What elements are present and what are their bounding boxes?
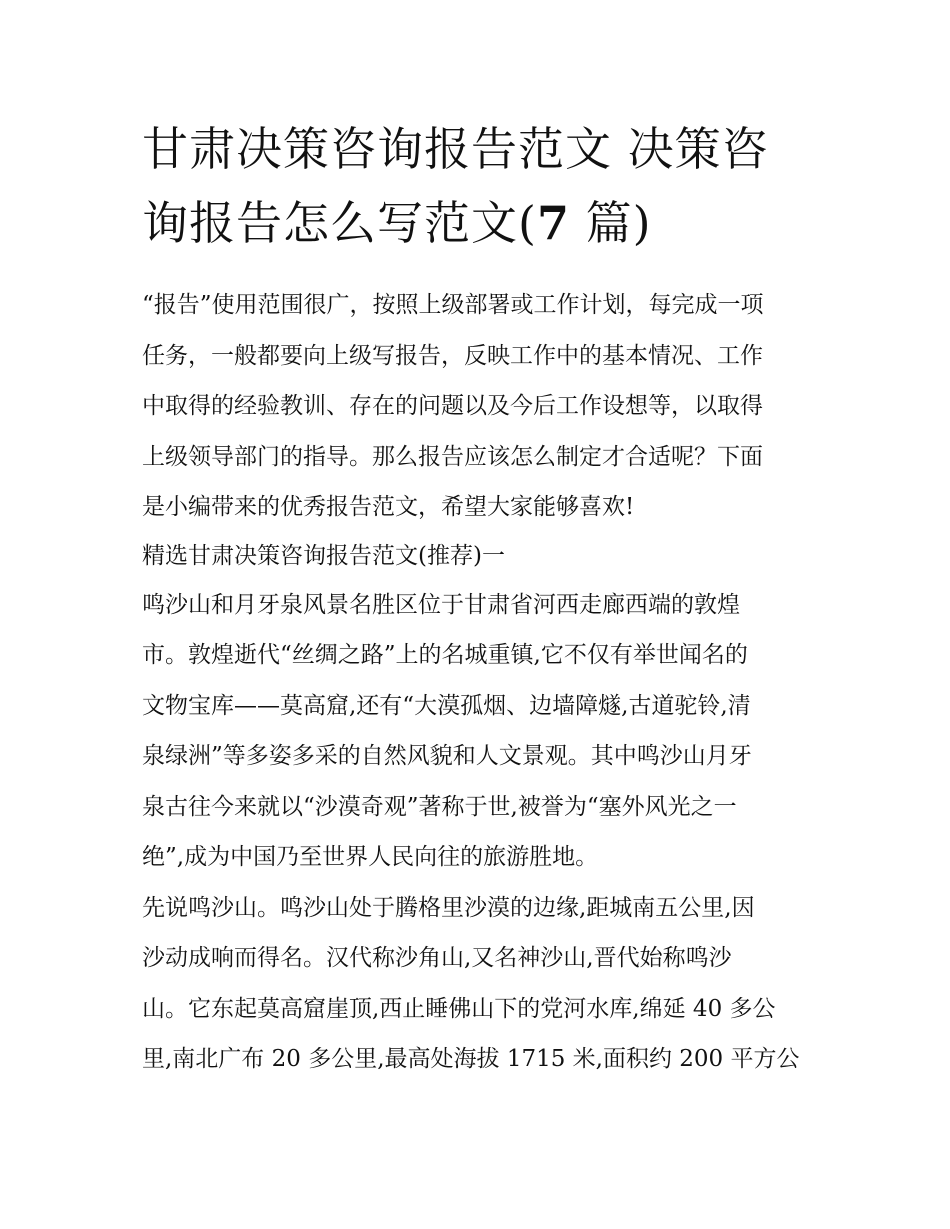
- paragraph-line: 沙动成响而得名。汉代称沙角山,又名神沙山,晋代始称鸣沙: [142, 945, 732, 971]
- intro-line: 任务，一般都要向上级写报告，反映工作中的基本情况、工作: [142, 342, 763, 369]
- paragraph-line: 山。它东起莫高窟崖顶,西止睡佛山下的党河水库,绵延 40 多公: [142, 995, 776, 1022]
- title-line-2-text: 询报告怎么写范文(: [142, 196, 537, 250]
- title-line-2-suffix: 篇): [569, 196, 652, 250]
- intro-paragraph: [142, 280, 832, 533]
- title-article-count: 7: [536, 196, 570, 250]
- paragraph-line: 市。敦煌逝代“丝绸之路”上的名城重镇,它不仅有举世闻名的: [142, 642, 748, 668]
- paragraph-line: 泉绿洲”等多姿多采的自然风貌和人文景观。其中鸣沙山月牙: [142, 743, 752, 769]
- title-line-1: 甘肃决策咨询报告范文 决策咨: [142, 122, 769, 176]
- intro-line: “报告”使用范围很广，按照上级部署或工作计划，每完成一项: [142, 292, 764, 318]
- paragraph-mingsha-yueya: [142, 580, 832, 883]
- paragraph-line: 鸣沙山和月牙泉风景名胜区位于甘肃省河西走廊西端的敦煌: [142, 591, 740, 618]
- paragraph-line: 先说鸣沙山。鸣沙山处于腾格里沙漠的边缘,距城南五公里,因: [142, 894, 755, 921]
- document-title: [142, 112, 832, 260]
- paragraph-line: 绝”,成为中国乃至世界人民向往的旅游胜地。: [142, 844, 599, 870]
- intro-line: 是小编带来的优秀报告范文，希望大家能够喜欢!: [142, 494, 635, 520]
- paragraph-line: 泉古往今来就以“沙漠奇观”著称于世,被誉为“塞外风光之一: [142, 793, 737, 820]
- document-body: [142, 280, 832, 1085]
- intro-line: 上级领导部门的指导。那么报告应该怎么制定才合适呢？下面: [142, 443, 763, 470]
- paragraph-line: 文物宝库——莫高窟,还有“大漠孤烟、边墙障燧,古道驼铃,清: [142, 692, 751, 719]
- paragraph-mingsha-mountain: [142, 883, 832, 1085]
- title-line-2: [142, 186, 832, 260]
- intro-line: 中取得的经验教训、存在的问题以及今后工作设想等，以取得: [142, 393, 763, 419]
- paragraph-line: 里,南北广布 20 多公里,最高处海拔 1715 米,面积约 200 平方公: [142, 1046, 800, 1072]
- section-heading: 精选甘肃决策咨询报告范文(推荐)一: [142, 542, 505, 569]
